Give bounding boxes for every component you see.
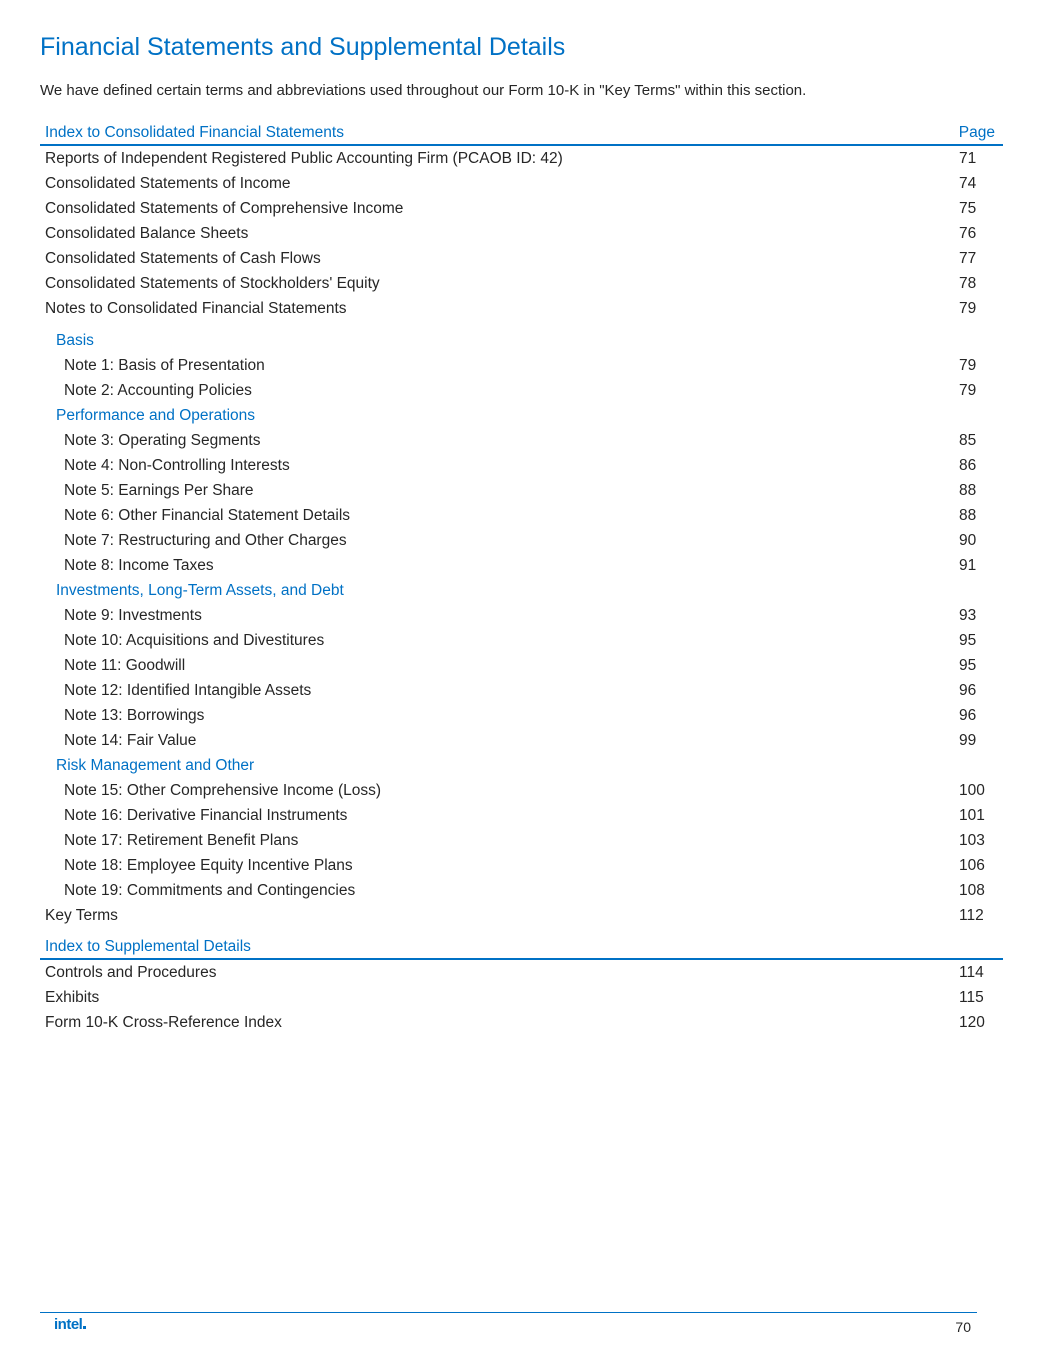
section-heading	[40, 328, 1003, 353]
toc-entry-label: Note 13: Borrowings	[64, 706, 205, 724]
toc-entry-page: 74	[959, 174, 977, 192]
toc-entry-page: 95	[959, 631, 977, 649]
toc-entry-label: Note 2: Accounting Policies	[64, 381, 252, 399]
toc-entry-label: Consolidated Balance Sheets	[45, 224, 249, 242]
toc-entry-label: Note 17: Retirement Benefit Plans	[64, 831, 299, 849]
toc-entry-label: Note 14: Fair Value	[64, 731, 197, 749]
toc-entry-page: 93	[959, 606, 977, 624]
toc-entry-page: 101	[959, 806, 985, 824]
toc-entry-label: Note 1: Basis of Presentation	[64, 356, 265, 374]
toc-entry[interactable]	[40, 960, 1003, 985]
toc-entry-label: Note 12: Identified Intangible Assets	[64, 681, 312, 699]
note-entry[interactable]	[40, 803, 1003, 828]
toc-entry-label: Note 3: Operating Segments	[64, 431, 261, 449]
note-entry[interactable]	[40, 428, 1003, 453]
note-entry[interactable]	[40, 703, 1003, 728]
section-heading-label: Basis	[56, 331, 94, 349]
toc-entry-page: 106	[959, 856, 985, 874]
consolidated-index-title: Index to Consolidated Financial Statements	[45, 123, 344, 141]
toc-entry-label: Consolidated Statements of Stockholders' Equity	[45, 274, 380, 292]
toc-entry-label: Exhibits	[45, 988, 100, 1006]
toc-entry-page: 79	[959, 381, 977, 399]
page-column-header: Page	[958, 123, 995, 141]
toc-entry-label: Controls and Procedures	[45, 963, 217, 981]
section-heading	[40, 403, 1003, 428]
toc-entry-label: Consolidated Statements of Cash Flows	[45, 249, 321, 267]
toc-entry-page: 90	[959, 531, 977, 549]
note-entry[interactable]	[40, 528, 1003, 553]
toc-entry-label: Note 10: Acquisitions and Divestitures	[64, 631, 325, 649]
page-title: Financial Statements and Supplemental Details	[40, 33, 566, 61]
toc-entry-label: Reports of Independent Registered Public Accounting Firm (PCAOB ID: 42)	[45, 149, 563, 167]
toc-entry-label: Note 16: Derivative Financial Instruments	[64, 806, 348, 824]
toc-entry-label: Note 6: Other Financial Statement Details	[64, 506, 351, 524]
note-entry[interactable]	[40, 353, 1003, 378]
note-entry[interactable]	[40, 628, 1003, 653]
intro-text: We have defined certain terms and abbreviations used throughout our Form 10-K in "Key Terms" within this section.	[40, 82, 807, 99]
toc-table	[40, 121, 1003, 1035]
toc-entry-page: 79	[959, 299, 977, 317]
toc-entry[interactable]	[40, 1010, 1003, 1035]
toc-entry-page: 114	[959, 963, 984, 981]
toc-entry-label: Key Terms	[45, 906, 118, 924]
toc-entry-label: Consolidated Statements of Comprehensive Income	[45, 199, 404, 217]
toc-entry-page: 75	[959, 199, 977, 217]
section-heading	[40, 753, 1003, 778]
toc-entry-page: 115	[959, 988, 984, 1006]
toc-entry[interactable]	[40, 221, 1003, 246]
toc-entry[interactable]	[40, 196, 1003, 221]
note-entry[interactable]	[40, 603, 1003, 628]
toc-entry-page: 108	[959, 881, 985, 899]
toc-entry-page: 91	[959, 556, 977, 574]
note-entry[interactable]	[40, 503, 1003, 528]
consolidated-entries	[40, 146, 1003, 321]
toc-entry-page: 96	[959, 681, 977, 699]
toc-entry[interactable]	[40, 246, 1003, 271]
toc-entry-page: 78	[959, 274, 977, 292]
toc-entry-label: Consolidated Statements of Income	[45, 174, 291, 192]
toc-entry-page: 79	[959, 356, 977, 374]
toc-entry-page: 88	[959, 481, 977, 499]
toc-entry-label: Note 15: Other Comprehensive Income (Loss)	[64, 781, 382, 799]
supplemental-index-title: Index to Supplemental Details	[45, 937, 251, 955]
toc-entry-label: Note 18: Employee Equity Incentive Plans	[64, 856, 353, 874]
toc-entry-label: Note 8: Income Taxes	[64, 556, 214, 574]
note-entry[interactable]	[40, 728, 1003, 753]
note-entry[interactable]	[40, 453, 1003, 478]
toc-entry-key-terms[interactable]	[40, 903, 1003, 928]
toc-entry-page: 99	[959, 731, 977, 749]
toc-entry-page: 86	[959, 456, 977, 474]
toc-entry-label: Form 10-K Cross-Reference Index	[45, 1013, 282, 1031]
supplemental-index-header	[40, 935, 1003, 960]
toc-entry[interactable]	[40, 146, 1003, 171]
toc-entry[interactable]	[40, 271, 1003, 296]
toc-entry-page: 77	[959, 249, 977, 267]
toc-entry[interactable]	[40, 171, 1003, 196]
toc-entry-page: 112	[959, 906, 984, 924]
note-entry[interactable]	[40, 878, 1003, 903]
toc-entry-label: Note 19: Commitments and Contingencies	[64, 881, 356, 899]
toc-entry-page: 85	[959, 431, 977, 449]
section-heading-label: Investments, Long-Term Assets, and Debt	[56, 581, 344, 599]
note-entry[interactable]	[40, 828, 1003, 853]
note-entry[interactable]	[40, 553, 1003, 578]
note-entry[interactable]	[40, 853, 1003, 878]
toc-entry-page: 76	[959, 224, 977, 242]
toc-entry-label: Note 5: Earnings Per Share	[64, 481, 254, 499]
note-entry[interactable]	[40, 378, 1003, 403]
note-entry[interactable]	[40, 678, 1003, 703]
toc-entry-label: Note 9: Investments	[64, 606, 202, 624]
toc-entry-page: 71	[959, 149, 977, 167]
section-heading-label: Risk Management and Other	[56, 756, 255, 774]
toc-entry-page: 120	[959, 1013, 985, 1031]
note-entry[interactable]	[40, 778, 1003, 803]
consolidated-index-header	[40, 121, 1003, 146]
toc-entry-page: 88	[959, 506, 977, 524]
supplemental-entries	[40, 960, 1003, 1035]
note-sections	[40, 328, 1003, 903]
note-entry[interactable]	[40, 653, 1003, 678]
toc-entry-page: 100	[959, 781, 985, 799]
intel-logo: intel	[54, 1316, 86, 1333]
section-heading-label: Performance and Operations	[56, 406, 256, 424]
footer-divider	[40, 1312, 977, 1313]
toc-entry-label: Note 4: Non-Controlling Interests	[64, 456, 290, 474]
section-heading	[40, 578, 1003, 603]
toc-entry[interactable]	[40, 296, 1003, 321]
toc-entry-page: 96	[959, 706, 977, 724]
toc-entry-label: Note 7: Restructuring and Other Charges	[64, 531, 347, 549]
toc-entry[interactable]	[40, 985, 1003, 1010]
toc-entry-label: Notes to Consolidated Financial Statements	[45, 299, 347, 317]
note-entry[interactable]	[40, 478, 1003, 503]
toc-entry-page: 95	[959, 656, 977, 674]
toc-entry-page: 103	[959, 831, 985, 849]
page-number: 70	[955, 1319, 971, 1335]
toc-entry-label: Note 11: Goodwill	[64, 656, 186, 674]
